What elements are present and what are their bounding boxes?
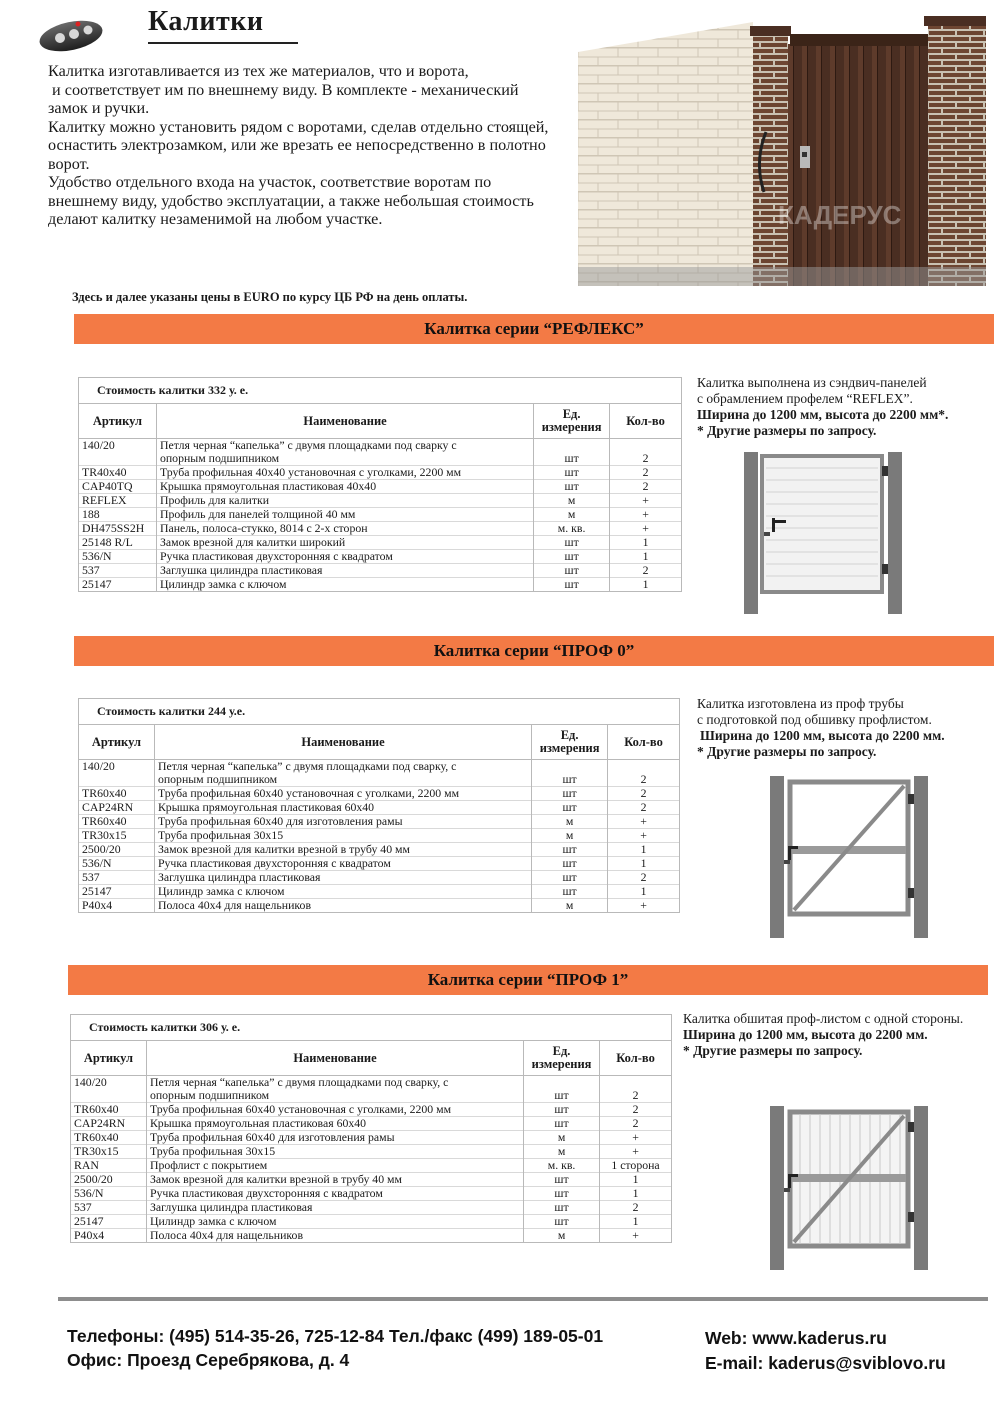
cell-qty: 1 <box>608 843 680 857</box>
table-row <box>79 787 680 801</box>
desc-prof1 <box>683 1011 963 1059</box>
cell-unit: м <box>524 1229 600 1243</box>
cell-name: Полоса 40х4 для нащельников <box>154 899 531 913</box>
desc-other: * Другие размеры по запросу. <box>697 744 877 759</box>
spec-table-prof0 <box>78 698 680 913</box>
footer-web-link[interactable]: Web: www.kaderus.ru <box>705 1328 887 1348</box>
cell-qty: + <box>600 1229 672 1243</box>
cell-name: Труба профильная 60х40 для изготовления рамы <box>146 1131 523 1145</box>
cell-unit: шт <box>524 1117 600 1131</box>
table-row <box>79 564 682 578</box>
cell-article: 140/20 <box>79 439 157 466</box>
cell-unit: шт <box>532 787 608 801</box>
cell-unit: шт <box>532 843 608 857</box>
cell-article: 140/20 <box>79 760 155 787</box>
cell-qty: 1 <box>610 536 682 550</box>
watermark: КАДЕРУС <box>778 200 902 230</box>
cell-name: Ручка пластиковая двухсторонняя с квадратом <box>156 550 533 564</box>
cell-article: 25148 R/L <box>79 536 157 550</box>
cell-name: Труба профильная 60х40 установочная с уголками, 2200 мм <box>146 1103 523 1117</box>
desc-reflex <box>697 375 948 439</box>
cell-unit: шт <box>532 801 608 815</box>
cell-name: Труба профильная 40х40 установочная с уголками, 2200 мм <box>156 466 533 480</box>
cell-unit: шт <box>534 536 610 550</box>
cell-unit: шт <box>524 1173 600 1187</box>
gate-photo <box>578 12 986 286</box>
cell-article: TR30x15 <box>71 1145 147 1159</box>
table-row <box>79 843 680 857</box>
spec-table-prof1 <box>70 1014 672 1243</box>
table-row <box>71 1103 672 1117</box>
table-row <box>71 1076 672 1103</box>
cell-name: Заглушка цилиндра пластиковая <box>146 1201 523 1215</box>
cell-article: RAN <box>71 1159 147 1173</box>
col-qty: Кол-во <box>600 1041 672 1076</box>
gate-diagram-prof0 <box>766 776 936 938</box>
desc-prof0 <box>697 696 945 760</box>
col-article: Артикул <box>79 404 157 439</box>
desc-other: * Другие размеры по запросу. <box>697 423 877 438</box>
col-qty: Кол-во <box>610 404 682 439</box>
cell-article: 25147 <box>71 1215 147 1229</box>
table-row <box>79 899 680 913</box>
cell-article: 536/N <box>71 1187 147 1201</box>
page-title: Калитки <box>148 6 264 37</box>
cell-qty: 1 сторона <box>600 1159 672 1173</box>
cell-unit: м <box>534 494 610 508</box>
cell-name: Труба профильная 60х40 установочная с уголками, 2200 мм <box>154 787 531 801</box>
cell-article: TR60x40 <box>79 787 155 801</box>
cell-name: Заглушка цилиндра пластиковая <box>154 871 531 885</box>
cell-unit: шт <box>534 564 610 578</box>
col-unit: Ед. измерения <box>532 725 608 760</box>
table-row <box>79 871 680 885</box>
table-row <box>79 522 682 536</box>
cell-qty: 1 <box>608 857 680 871</box>
cell-name: Ручка пластиковая двухсторонняя с квадратом <box>146 1187 523 1201</box>
table-row <box>79 508 682 522</box>
col-name: Наименование <box>156 404 533 439</box>
cell-qty: 2 <box>610 480 682 494</box>
table-row <box>71 1159 672 1173</box>
table-row <box>79 439 682 466</box>
cell-qty: 2 <box>600 1103 672 1117</box>
cell-name: Крышка прямоугольная пластиковая 60х40 <box>154 801 531 815</box>
table-row <box>79 550 682 564</box>
cell-article: REFLEX <box>79 494 157 508</box>
intro-text <box>48 62 578 229</box>
desc-size: Ширина до 1200 мм, высота до 2200 мм. <box>683 1027 928 1042</box>
cell-article: 537 <box>79 564 157 578</box>
spec-table-reflex <box>78 377 682 592</box>
desc-line: Калитка выполнена из сэндвич-панелей <box>697 375 927 390</box>
cell-unit: м. кв. <box>534 522 610 536</box>
cell-unit: шт <box>532 871 608 885</box>
cell-article: 2500/20 <box>71 1173 147 1187</box>
cell-qty: + <box>608 899 680 913</box>
cell-name: Труба профильная 60х40 для изготовления рамы <box>154 815 531 829</box>
cell-unit: шт <box>534 466 610 480</box>
col-article: Артикул <box>79 725 155 760</box>
cell-qty: + <box>600 1145 672 1159</box>
table-row <box>71 1145 672 1159</box>
cell-name: Петля черная “капелька” с двумя площадками под сварку, с опорным подшипником <box>154 760 531 787</box>
cell-unit: шт <box>532 885 608 899</box>
desc-size: Ширина до 1200 мм, высота до 2200 мм. <box>700 728 945 743</box>
col-name: Наименование <box>146 1041 523 1076</box>
cell-unit: м <box>524 1145 600 1159</box>
cell-article: P40x4 <box>79 899 155 913</box>
cell-qty: 2 <box>610 564 682 578</box>
table-row <box>71 1201 672 1215</box>
table-row <box>79 885 680 899</box>
footer-divider <box>58 1297 988 1301</box>
cell-qty: 2 <box>600 1076 672 1103</box>
section-title-prof1: Калитка серии “ПРОФ 1” <box>68 965 988 995</box>
table-row <box>79 760 680 787</box>
desc-other: * Другие размеры по запросу. <box>683 1043 863 1058</box>
table-row <box>79 536 682 550</box>
desc-size: Ширина до 1200 мм, высота до 2200 мм*. <box>697 407 949 422</box>
desc-line: Калитка изготовлена из проф трубы <box>697 696 904 711</box>
cell-qty: + <box>610 522 682 536</box>
cell-qty: 2 <box>610 439 682 466</box>
cell-qty: 1 <box>600 1215 672 1229</box>
cell-unit: м <box>532 815 608 829</box>
cell-unit: шт <box>524 1103 600 1117</box>
cell-unit: шт <box>524 1076 600 1103</box>
cell-unit: м <box>524 1131 600 1145</box>
cell-unit: шт <box>532 760 608 787</box>
cell-unit: шт <box>534 550 610 564</box>
table-row <box>79 815 680 829</box>
col-unit: Ед. измерения <box>524 1041 600 1076</box>
cell-article: 140/20 <box>71 1076 147 1103</box>
cell-unit: шт <box>524 1187 600 1201</box>
remote-control-icon <box>38 14 104 54</box>
cell-article: 2500/20 <box>79 843 155 857</box>
cell-qty: 1 <box>600 1187 672 1201</box>
gate-diagram-reflex <box>740 452 910 614</box>
table-row <box>79 857 680 871</box>
cell-article: 25147 <box>79 885 155 899</box>
cell-name: Петля черная “капелька” с двумя площадками под сварку с опорным подшипником <box>156 439 533 466</box>
table-row <box>71 1117 672 1131</box>
intro-line: замок и ручки. <box>48 99 150 117</box>
table-row <box>79 801 680 815</box>
intro-line: Калитку можно установить рядом с воротами, сделав отдельно стоящей, <box>48 117 549 136</box>
cell-name: Профиль для панелей толщиной 40 мм <box>156 508 533 522</box>
cell-qty: 2 <box>608 801 680 815</box>
cell-article: CAP24RN <box>79 801 155 815</box>
cell-article: TR40x40 <box>79 466 157 480</box>
cell-name: Ручка пластиковая двухсторонняя с квадратом <box>154 857 531 871</box>
table-row <box>71 1215 672 1229</box>
col-unit: Ед. измерения <box>534 404 610 439</box>
desc-line: с подготовкой под обшивку профлистом. <box>697 712 932 727</box>
table-row <box>71 1229 672 1243</box>
footer-office: Офис: Проезд Серебрякова, д. 4 <box>67 1350 350 1370</box>
intro-line: оснастить электрозамком, или же врезать ее непосредственно в полотно <box>48 136 546 154</box>
cost-label: Стоимость калитки 244 у.е. <box>79 699 680 725</box>
cell-qty: 1 <box>600 1173 672 1187</box>
section-title-reflex: Калитка серии “РЕФЛЕКС” <box>74 314 994 344</box>
table-row <box>79 578 682 592</box>
cell-qty: 2 <box>600 1117 672 1131</box>
cell-article: 537 <box>79 871 155 885</box>
cell-qty: 2 <box>608 760 680 787</box>
cell-article: TR60x40 <box>71 1103 147 1117</box>
cost-label: Стоимость калитки 306 у. е. <box>71 1015 672 1041</box>
cell-name: Крышка прямоугольная пластиковая 40х40 <box>156 480 533 494</box>
footer-phones: Телефоны: (495) 514-35-26, 725-12-84 Тел./факс (499) 189-05-01 <box>67 1326 604 1346</box>
cell-article: 536/N <box>79 857 155 871</box>
cell-qty: + <box>608 829 680 843</box>
table-row <box>79 494 682 508</box>
cell-article: TR60x40 <box>71 1131 147 1145</box>
cell-article: DH475SS2H <box>79 522 157 536</box>
col-article: Артикул <box>71 1041 147 1076</box>
prices-note: Здесь и далее указаны цены в EURO по курсу ЦБ РФ на день оплаты. <box>72 290 468 304</box>
desc-line: с обрамлением профелем “REFLEX”. <box>697 391 913 406</box>
intro-line: и соответствует им по внешнему виду. В комплекте - механический <box>48 80 519 99</box>
cell-qty: 1 <box>610 550 682 564</box>
cell-name: Цилиндр замка с ключом <box>146 1215 523 1229</box>
intro-line: ворот. <box>48 154 90 173</box>
cell-name: Панель, полоса-стукко, 8014 с 2-х сторон <box>156 522 533 536</box>
cell-unit: шт <box>532 857 608 871</box>
cell-name: Крышка прямоугольная пластиковая 60х40 <box>146 1117 523 1131</box>
table-row <box>71 1187 672 1201</box>
cell-name: Труба профильная 30х15 <box>154 829 531 843</box>
cell-qty: + <box>610 508 682 522</box>
cell-article: 536/N <box>79 550 157 564</box>
cell-name: Заглушка цилиндра пластиковая <box>156 564 533 578</box>
cell-qty: 2 <box>600 1201 672 1215</box>
cell-unit: шт <box>534 480 610 494</box>
cell-qty: + <box>600 1131 672 1145</box>
intro-line: Удобство отдельного входа на участок, соответствие воротам по <box>48 173 492 191</box>
cell-name: Петля черная “капелька” с двумя площадками под сварку, с опорным подшипником <box>146 1076 523 1103</box>
cell-name: Цилиндр замка с ключом <box>154 885 531 899</box>
table-row <box>79 466 682 480</box>
cell-name: Замок врезной для калитки широкий <box>156 536 533 550</box>
cell-qty: + <box>610 494 682 508</box>
table-row <box>71 1131 672 1145</box>
table-row <box>79 829 680 843</box>
desc-line: Калитка обшитая проф-листом с одной стороны. <box>683 1011 964 1026</box>
cell-qty: 2 <box>608 871 680 885</box>
col-qty: Кол-во <box>608 725 680 760</box>
cell-article: CAP40TQ <box>79 480 157 494</box>
cell-qty: 2 <box>608 787 680 801</box>
col-name: Наименование <box>154 725 531 760</box>
cell-name: Полоса 40х4 для нащельников <box>146 1229 523 1243</box>
cell-qty: 2 <box>610 466 682 480</box>
cell-name: Замок врезной для калитки врезной в трубу 40 мм <box>154 843 531 857</box>
cell-article: P40x4 <box>71 1229 147 1243</box>
cell-name: Профиль для калитки <box>156 494 533 508</box>
cell-unit: м <box>534 508 610 522</box>
cell-unit: м <box>532 829 608 843</box>
cell-article: TR60x40 <box>79 815 155 829</box>
intro-line: делают калитку незаменимой на любом участке. <box>48 210 383 228</box>
cell-name: Труба профильная 30х15 <box>146 1145 523 1159</box>
title-underline <box>148 42 298 44</box>
cell-article: 188 <box>79 508 157 522</box>
cell-qty: 1 <box>608 885 680 899</box>
cell-name: Цилиндр замка с ключом <box>156 578 533 592</box>
section-title-prof0: Калитка серии “ПРОФ 0” <box>74 636 994 666</box>
cell-unit: шт <box>534 578 610 592</box>
cell-qty: + <box>608 815 680 829</box>
cell-article: CAP24RN <box>71 1117 147 1131</box>
cell-unit: шт <box>524 1215 600 1229</box>
cell-unit: шт <box>534 439 610 466</box>
cell-article: 25147 <box>79 578 157 592</box>
cell-unit: м. кв. <box>524 1159 600 1173</box>
intro-line: внешнему виду, удобство эксплуатации, а также небольшая стоимость <box>48 191 534 210</box>
cell-qty: 1 <box>610 578 682 592</box>
footer-email-link[interactable]: E-mail: kaderus@sviblovo.ru <box>705 1353 946 1373</box>
cell-name: Профлист с покрытием <box>146 1159 523 1173</box>
intro-line: Калитка изготавливается из тех же материалов, что и ворота, <box>48 62 469 80</box>
cell-unit: м <box>532 899 608 913</box>
cell-name: Замок врезной для калитки врезной в трубу 40 мм <box>146 1173 523 1187</box>
table-row <box>71 1173 672 1187</box>
cell-article: TR30x15 <box>79 829 155 843</box>
cost-label: Стоимость калитки 332 у. е. <box>79 378 682 404</box>
gate-diagram-prof1 <box>766 1106 936 1270</box>
table-row <box>79 480 682 494</box>
cell-article: 537 <box>71 1201 147 1215</box>
cell-unit: шт <box>524 1201 600 1215</box>
